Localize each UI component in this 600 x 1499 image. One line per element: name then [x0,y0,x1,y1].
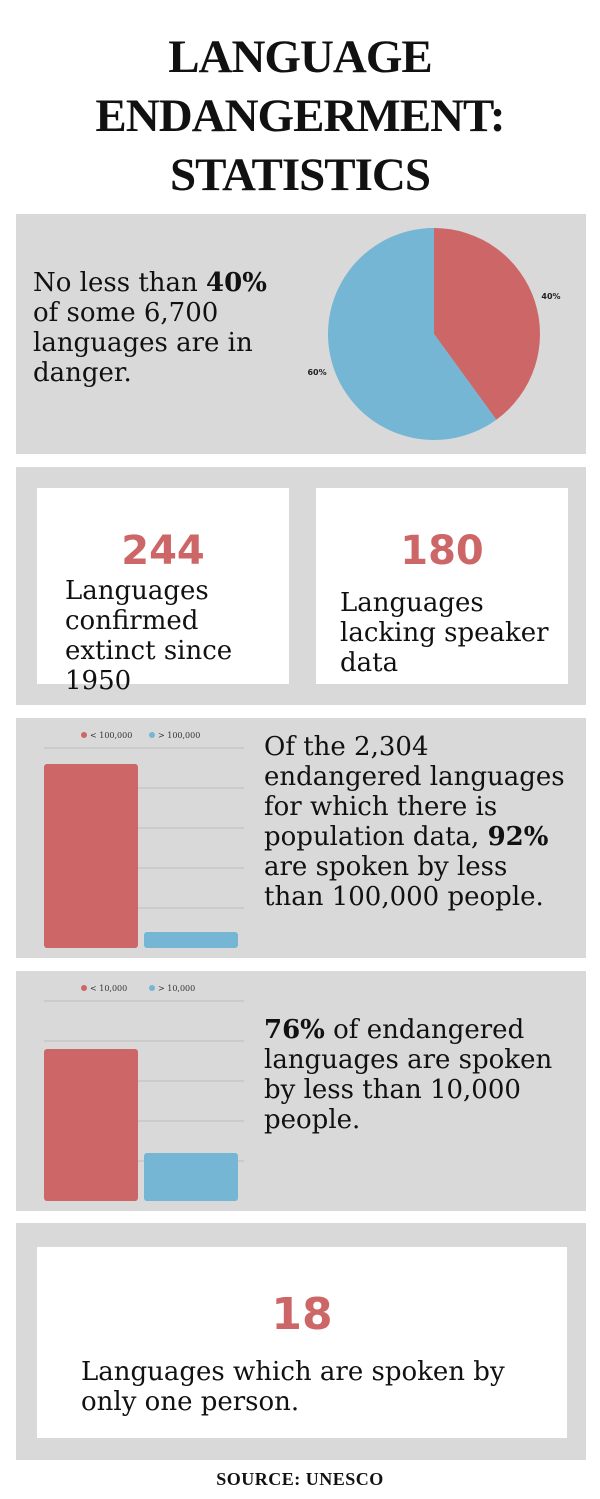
pie-label: 60% [307,368,327,378]
legend-marker [149,732,155,738]
bar-chart-100k [16,718,261,958]
extinct-number: 244 [121,528,205,574]
extinct-text: Languages confirmed extinct since 1950 [65,576,233,696]
one-speaker-text: Languages which are spoken by only one person. [81,1357,505,1417]
legend-marker [149,985,155,991]
title-line-1: LANGUAGE [168,31,432,83]
bar-100k-pre: Of the 2,304 endangered languages for which there is population data, [264,732,565,852]
legend-label: > 10,000 [158,984,196,993]
bar-100k-post: are spoken by less than 100,000 people. [264,852,544,912]
legend-label: < 10,000 [90,984,128,993]
bar-panel-100k [16,718,586,958]
bar-10k-bold: 76% [264,1015,325,1045]
no-data-number: 180 [400,528,484,574]
extinct-card [37,488,289,696]
stats-panel [16,467,586,705]
title-line-3: STATISTICS [170,149,430,201]
pie-label: 40% [541,291,561,301]
bar [144,1153,238,1201]
bar-100k-text [264,732,574,912]
title-line-2: ENDANGERMENT: [95,90,505,142]
pie-panel [16,214,586,454]
pie-stat-bold: 40% [206,268,267,298]
legend-marker [81,985,87,991]
pie-stat-post: of some 6,700 languages are in danger. [33,298,253,388]
page-title [0,28,600,205]
one-speaker-number: 18 [271,1289,333,1340]
bar-10k-post: of endangered languages are spoken by less than 10,000 people. [264,1015,553,1135]
bar-panel-10k [16,971,586,1211]
bar-100k-bold: 92% [487,822,549,852]
pie-stat-pre: No less than [33,268,207,298]
legend-marker [81,732,87,738]
bar-10k-text [264,1015,574,1135]
legend-label: > 100,000 [158,731,201,740]
one-speaker-panel [16,1223,586,1460]
bar [44,764,138,948]
source-credit: SOURCE: UNESCO [216,1469,384,1489]
no-data-text: Languages lacking speaker data [340,588,549,678]
legend-label: < 100,000 [90,731,133,740]
one-speaker-card [37,1247,567,1438]
bar [144,932,238,948]
pie-chart [16,214,586,454]
bar-chart-10k [16,971,261,1211]
no-data-card [316,488,568,684]
bar [44,1049,138,1201]
